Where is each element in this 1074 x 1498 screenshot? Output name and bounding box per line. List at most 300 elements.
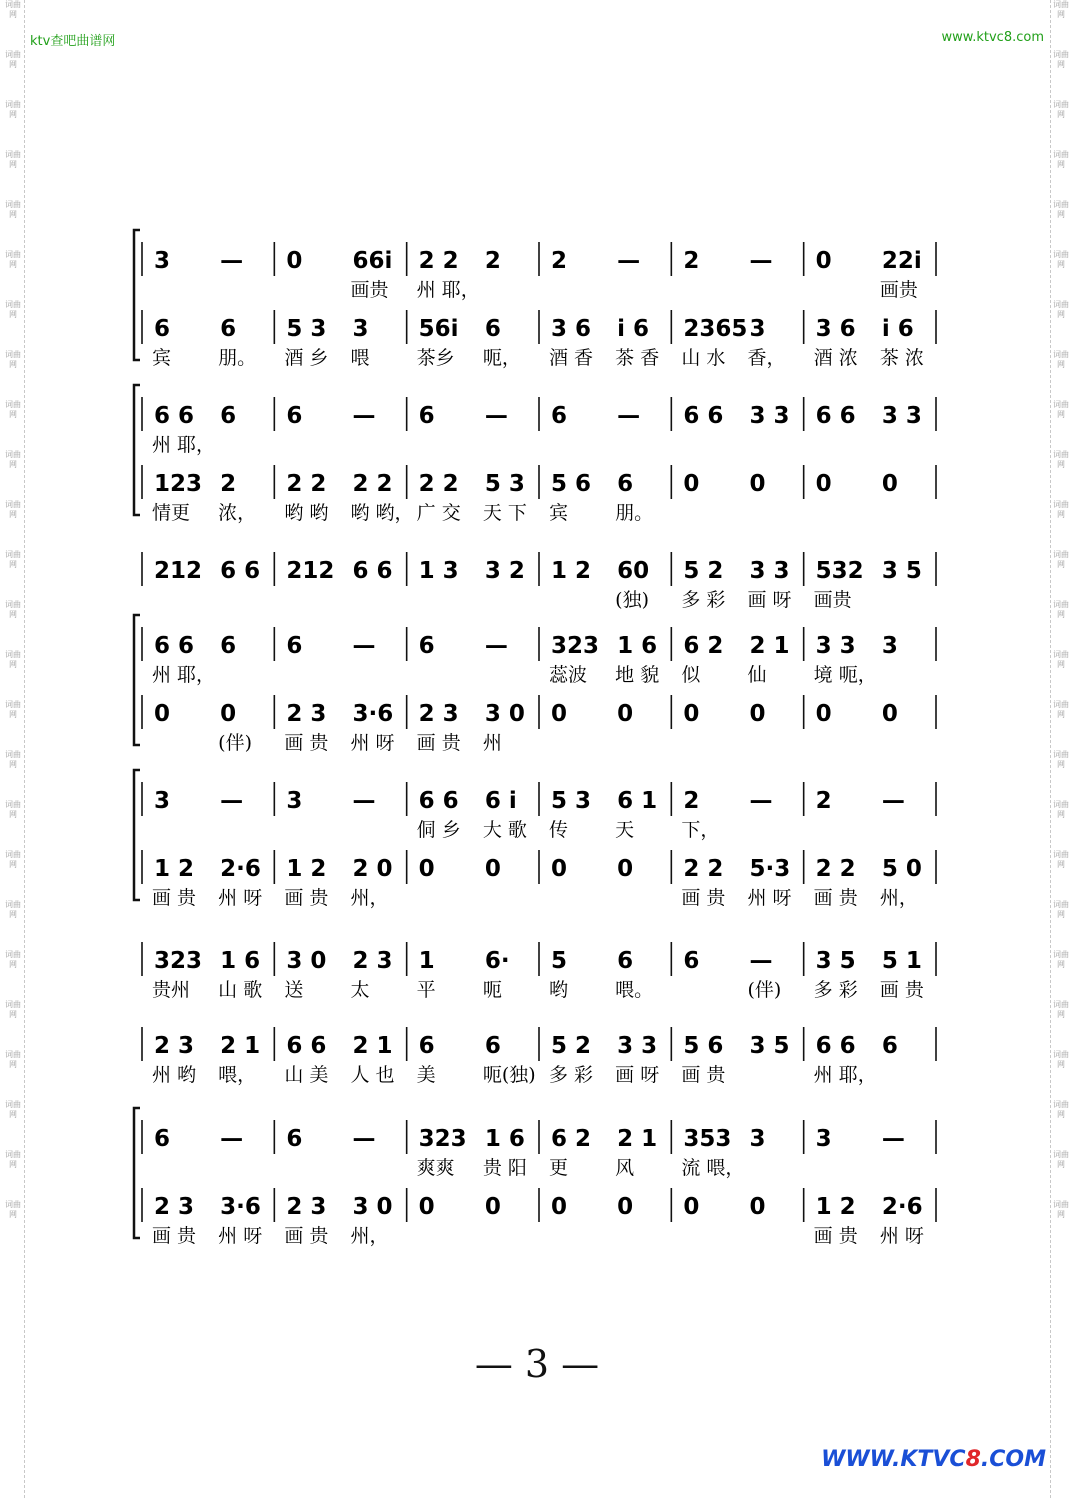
margin-watermark: 词曲网 (5, 950, 21, 969)
margin-watermark: 词曲网 (5, 400, 21, 419)
note-group: 1 6 (220, 948, 261, 974)
note-group: 3 (154, 248, 171, 274)
lyric-syllable: 天 下 (482, 502, 527, 524)
note-group: 5 2 (683, 558, 724, 584)
note-group: 3 (881, 633, 898, 659)
lyric-syllable: 太 (350, 979, 370, 1001)
note-group: 6 6 (683, 403, 724, 429)
margin-watermark: 词曲网 (5, 500, 21, 519)
note-group: 6 (154, 1126, 171, 1152)
lyric-syllable: 贵 阳 (482, 1157, 527, 1179)
note-group: — (220, 788, 244, 814)
lyric-syllable: 州 哟 (152, 1064, 197, 1086)
margin-watermark: 词曲网 (1053, 600, 1069, 619)
note-group: — (881, 1126, 905, 1152)
site-url-right: www.ktvc8.com (941, 30, 1044, 45)
note-group: 1 2 (551, 558, 592, 584)
note-group: 6 (286, 1126, 303, 1152)
margin-watermark: 词曲网 (1053, 400, 1069, 419)
note-group: 0 (484, 856, 501, 882)
lyric-syllable: (独) (615, 589, 649, 611)
margin-watermark: 词曲网 (1053, 800, 1069, 819)
lyric-syllable: 山 歌 (218, 979, 263, 1001)
note-group: 6 6 (418, 788, 459, 814)
note-group: — (220, 1126, 244, 1152)
note-group: 2 2 (418, 471, 459, 497)
score-system (142, 1027, 936, 1086)
lyric-syllable: 喂 (350, 347, 370, 369)
system-bracket (134, 770, 140, 900)
score-system (134, 385, 936, 524)
note-group: 6 (418, 1033, 435, 1059)
page-number: — 3 — (474, 1342, 600, 1386)
note-group: — (352, 633, 376, 659)
lyric-syllable: 朋。 (615, 502, 654, 524)
note-group: 6 (617, 948, 634, 974)
score-system (142, 942, 936, 1001)
note-group: 212 (286, 558, 335, 584)
note-group: 0 (749, 701, 766, 727)
margin-watermark: 词曲网 (5, 1000, 21, 1019)
margin-watermark: 词曲网 (1053, 700, 1069, 719)
lyric-syllable: 天 (615, 819, 635, 841)
note-group: 0 (220, 701, 237, 727)
note-group: 0 (286, 248, 303, 274)
note-group: 6 (418, 403, 435, 429)
note-group: 3 6 (815, 316, 856, 342)
lyric-syllable: 画 贵 (284, 887, 329, 909)
lyric-syllable: 州 呀 (218, 1225, 263, 1247)
note-group: 3 0 (484, 701, 525, 727)
lyric-syllable: 画 贵 (813, 1225, 858, 1247)
note-group: 2 (683, 788, 700, 814)
lyric-syllable: 传 (549, 819, 569, 841)
lyric-syllable: 州 呀 (218, 887, 263, 909)
note-group: 6 6 (286, 1033, 327, 1059)
note-group: 0 (881, 471, 898, 497)
system-bracket (134, 1108, 140, 1238)
note-group: 3 5 (749, 1033, 790, 1059)
note-group: 2 3 (352, 948, 393, 974)
lyric-syllable: 平 (416, 979, 436, 1001)
lyric-syllable: 画 贵 (416, 732, 461, 754)
note-group: 2 3 (286, 701, 327, 727)
note-group: 6 6 (815, 1033, 856, 1059)
note-group: 5 3 (484, 471, 525, 497)
score-system (134, 770, 936, 909)
footer-logo-part-b: 8 (965, 1447, 981, 1472)
lyric-syllable: 州 呀 (350, 732, 395, 754)
note-group: 0 (683, 471, 700, 497)
footer-logo (821, 1447, 1046, 1472)
lyric-syllable: 山 水 (681, 347, 726, 369)
note-group: 2·6 (220, 856, 261, 882)
note-group: 0 (617, 856, 634, 882)
footer-logo-part-a: WWW.KTVC (821, 1447, 966, 1472)
lyric-syllable: 哟 (549, 979, 569, 1001)
note-group: 6 (617, 471, 634, 497)
margin-watermark: 词曲网 (1053, 750, 1069, 769)
lyric-syllable: 送 (284, 979, 304, 1001)
lyric-syllable: 更 (549, 1157, 569, 1179)
note-group: 3 0 (286, 948, 327, 974)
note-group: 2 (683, 248, 700, 274)
margin-watermark: 词曲网 (1053, 950, 1069, 969)
lyric-syllable: 画 呀 (615, 1064, 660, 1086)
score-system (142, 552, 936, 611)
lyric-syllable: 喂， (218, 1064, 257, 1086)
margin-watermark: 词曲网 (1053, 200, 1069, 219)
note-group: 5 1 (881, 948, 922, 974)
note-group: 2 1 (352, 1033, 393, 1059)
lyric-syllable: 喂。 (615, 979, 654, 1001)
note-group: 353 (683, 1126, 732, 1152)
margin-watermark: 词曲网 (5, 650, 21, 669)
lyric-syllable: 画 呀 (747, 589, 792, 611)
note-group: 3 (749, 1126, 766, 1152)
note-group: 6 (551, 403, 568, 429)
margin-watermark: 词曲网 (5, 750, 21, 769)
margin-watermark: 词曲网 (5, 700, 21, 719)
margin-watermark: 词曲网 (1053, 1050, 1069, 1069)
margin-watermark: 词曲网 (1053, 1100, 1069, 1119)
lyric-syllable: 州 (482, 732, 502, 754)
margin-watermark: 词曲网 (5, 450, 21, 469)
lyric-syllable: 宾 (152, 347, 172, 369)
note-group: 3 (352, 316, 369, 342)
lyric-syllable: 酒 乡 (284, 347, 329, 369)
note-group: 323 (418, 1126, 467, 1152)
note-group: 2 0 (352, 856, 393, 882)
note-group: 212 (154, 558, 203, 584)
note-group: 0 (749, 471, 766, 497)
lyric-syllable: 州， (879, 887, 918, 909)
lyric-syllable: 多 彩 (549, 1064, 594, 1086)
margin-watermark: 词曲网 (1053, 900, 1069, 919)
note-group: 6· (484, 948, 510, 974)
score-system (134, 615, 936, 754)
note-group: 5 6 (683, 1033, 724, 1059)
note-group: 6 (154, 316, 171, 342)
margin-watermark: 词曲网 (1053, 550, 1069, 569)
note-group: — (749, 788, 773, 814)
lyric-syllable: 州 呀 (879, 1225, 924, 1247)
note-group: 2 (484, 248, 501, 274)
lyric-syllable: 画 贵 (681, 1064, 726, 1086)
note-group: 6 (683, 948, 700, 974)
note-group: 5 6 (551, 471, 592, 497)
system-bracket (134, 385, 140, 515)
note-group: 6 (286, 403, 303, 429)
note-group: i 6 (881, 316, 914, 342)
note-group: 5 0 (881, 856, 922, 882)
note-group: — (749, 248, 773, 274)
note-group: 0 (551, 856, 568, 882)
margin-watermark: 词曲网 (1053, 0, 1069, 19)
margin-watermark: 词曲网 (5, 550, 21, 569)
lyric-syllable: 画 贵 (681, 887, 726, 909)
margin-watermark: 词曲网 (1053, 150, 1069, 169)
note-group: 0 (418, 1194, 435, 1220)
note-group: 6 (220, 403, 237, 429)
lyric-syllable: 州 呀 (747, 887, 792, 909)
note-group: 0 (551, 701, 568, 727)
lyric-syllable: 爽爽 (416, 1157, 455, 1179)
lyric-syllable: 哟 哟， (350, 502, 414, 524)
note-group: — (617, 403, 641, 429)
note-group: 6 2 (683, 633, 724, 659)
note-group: 3 6 (551, 316, 592, 342)
note-group: — (617, 248, 641, 274)
lyric-syllable: 画贵 (350, 279, 389, 301)
lyric-syllable: 下， (681, 819, 720, 841)
note-group: 6 i (484, 788, 517, 814)
note-group: 0 (551, 1194, 568, 1220)
note-group: 6 6 (154, 633, 195, 659)
lyric-syllable: 画 贵 (284, 732, 329, 754)
lyric-syllable: 画贵 (813, 589, 852, 611)
note-group: 1 6 (484, 1126, 525, 1152)
margin-watermark: 词曲网 (5, 1150, 21, 1169)
note-group: 1 2 (815, 1194, 856, 1220)
lyric-syllable: 哟 哟 (284, 502, 329, 524)
note-group: 3 (749, 316, 766, 342)
note-group: 6 6 (815, 403, 856, 429)
note-group: 3 5 (815, 948, 856, 974)
lyric-syllable: 情更 (152, 502, 191, 524)
note-group: — (881, 788, 905, 814)
lyric-syllable: 山 美 (284, 1064, 329, 1086)
score-system (134, 1108, 936, 1247)
margin-watermark: 词曲网 (1053, 1000, 1069, 1019)
note-group: 0 (617, 701, 634, 727)
note-group: 66i (352, 248, 393, 274)
margin-watermark: 词曲网 (1053, 500, 1069, 519)
note-group: — (352, 788, 376, 814)
lyric-syllable: 蕊波 (549, 664, 588, 686)
margin-watermark: 词曲网 (1053, 50, 1069, 69)
note-group: 3 (286, 788, 303, 814)
note-group: 5 2 (551, 1033, 592, 1059)
note-group: 2 (815, 788, 832, 814)
note-group: 1 6 (617, 633, 658, 659)
margin-watermark: 词曲网 (5, 1100, 21, 1119)
note-group: 6 2 (551, 1126, 592, 1152)
note-group: 3 (154, 788, 171, 814)
margin-watermark: 词曲网 (5, 100, 21, 119)
lyric-syllable: 境 呃， (813, 664, 877, 686)
note-group: 5 3 (286, 316, 327, 342)
note-group: 2 2 (286, 471, 327, 497)
lyric-syllable: 州， (350, 887, 389, 909)
margin-watermark: 词曲网 (1053, 100, 1069, 119)
note-group: 2 (551, 248, 568, 274)
note-group: 1 3 (418, 558, 459, 584)
note-group: 2 1 (617, 1126, 658, 1152)
note-group: 0 (617, 1194, 634, 1220)
note-group: 5·3 (749, 856, 791, 882)
lyric-syllable: 侗 乡 (416, 819, 461, 841)
note-group: 3 (815, 1126, 832, 1152)
note-group: 2 3 (154, 1033, 195, 1059)
note-group: 6 (220, 316, 237, 342)
note-group: 60 (617, 558, 650, 584)
margin-watermark: 词曲网 (1053, 250, 1069, 269)
note-group: 0 (815, 248, 832, 274)
margin-watermark: 词曲网 (5, 250, 21, 269)
margin-watermark: 词曲网 (1053, 1200, 1069, 1219)
note-group: 2 2 (352, 471, 393, 497)
lyric-syllable: 州 耶， (152, 434, 216, 456)
site-name-left: ktv查吧曲谱网 (30, 34, 116, 49)
lyric-syllable: 宾 (549, 502, 569, 524)
note-group: 2 3 (286, 1194, 327, 1220)
lyric-syllable: 呃， (482, 347, 521, 369)
margin-watermark: 词曲网 (1053, 650, 1069, 669)
lyric-syllable: 画 贵 (284, 1225, 329, 1247)
note-group: — (484, 403, 508, 429)
note-group: 3·6 (220, 1194, 261, 1220)
note-group: 3·6 (352, 701, 394, 727)
note-group: 6 (220, 633, 237, 659)
margin-watermark: 词曲网 (5, 200, 21, 219)
margin-watermark: 词曲网 (5, 600, 21, 619)
margin-watermark: 词曲网 (1053, 450, 1069, 469)
note-group: 2 3 (418, 701, 459, 727)
note-group: — (352, 1126, 376, 1152)
lyric-syllable: 州， (350, 1225, 389, 1247)
note-group: 0 (683, 1194, 700, 1220)
lyric-syllable: 仙 (747, 664, 767, 686)
lyric-syllable: 多 彩 (813, 979, 858, 1001)
lyric-syllable: 酒 香 (549, 347, 594, 369)
margin-watermark: 词曲网 (5, 850, 21, 869)
note-group: 2 (220, 471, 237, 497)
note-group: 2·6 (881, 1194, 923, 1220)
margin-watermark: 词曲网 (1053, 350, 1069, 369)
note-group: 0 (154, 701, 171, 727)
note-group: 2 2 (418, 248, 459, 274)
note-group: 1 (418, 948, 435, 974)
note-group: 1 2 (154, 856, 195, 882)
margin-watermark: 词曲网 (5, 800, 21, 819)
margin-watermark: 词曲网 (1053, 1150, 1069, 1169)
note-group: 3 3 (749, 558, 790, 584)
margin-watermark: 词曲网 (5, 50, 21, 69)
note-group: 5 3 (551, 788, 592, 814)
note-group: 3 3 (749, 403, 790, 429)
margin-watermark: 词曲网 (1053, 850, 1069, 869)
lyric-syllable: 美 (416, 1064, 436, 1086)
margin-watermark: 词曲网 (5, 300, 21, 319)
lyric-syllable: 大 歌 (482, 819, 527, 841)
lyric-syllable: 香， (747, 347, 786, 369)
note-group: 6 (484, 1033, 501, 1059)
lyric-syllable: 画 贵 (813, 887, 858, 909)
lyric-syllable: 贵州 (152, 979, 191, 1001)
note-group: 3 3 (617, 1033, 658, 1059)
lyric-syllable: 州 耶， (152, 664, 216, 686)
margin-watermark: 词曲网 (5, 0, 21, 19)
lyric-syllable: 呃 (482, 979, 502, 1001)
margin-watermark: 词曲网 (5, 1200, 21, 1219)
note-group: 3 2 (484, 558, 525, 584)
note-group: 123 (154, 471, 203, 497)
note-group: 0 (683, 701, 700, 727)
note-group: 6 (881, 1033, 898, 1059)
lyric-syllable: 多 彩 (681, 589, 726, 611)
note-group: 6 6 (154, 403, 195, 429)
note-group: 3 3 (815, 633, 856, 659)
note-group: 6 6 (220, 558, 261, 584)
note-group: 0 (881, 701, 898, 727)
lyric-syllable: 画 贵 (879, 979, 924, 1001)
lyric-syllable: 画 贵 (152, 1225, 197, 1247)
lyric-syllable: 呃(独) (482, 1064, 536, 1086)
note-group: i 6 (617, 316, 650, 342)
lyric-syllable: 茶 香 (615, 347, 660, 369)
note-group: 5 (551, 948, 568, 974)
margin-watermark: 词曲网 (5, 350, 21, 369)
score-system (134, 230, 936, 369)
lyric-syllable: 浓， (218, 502, 257, 524)
lyric-syllable: 画 贵 (152, 887, 197, 909)
lyric-syllable: 州 耶， (813, 1064, 877, 1086)
lyric-syllable: (伴) (747, 979, 782, 1001)
note-group: 6 (484, 316, 501, 342)
note-group: 3 3 (881, 403, 922, 429)
note-group: 6 (418, 633, 435, 659)
note-group: 0 (418, 856, 435, 882)
note-group: 0 (815, 701, 832, 727)
note-group: 2365 (683, 316, 748, 342)
lyric-syllable: 广 交 (416, 502, 461, 524)
note-group: 6 1 (617, 788, 658, 814)
margin-watermark: 词曲网 (1053, 300, 1069, 319)
note-group: — (352, 403, 376, 429)
lyric-syllable: 茶 浓 (879, 347, 924, 369)
note-group: 2 3 (154, 1194, 195, 1220)
note-group: 0 (815, 471, 832, 497)
note-group: 56i (418, 316, 459, 342)
note-group: — (220, 248, 244, 274)
lyric-syllable: 流 喂， (681, 1157, 745, 1179)
note-group: 2 1 (749, 633, 790, 659)
note-group: 2 2 (683, 856, 724, 882)
note-group: 3 5 (881, 558, 922, 584)
footer-logo-part-c: .COM (980, 1447, 1046, 1472)
note-group: 22i (881, 248, 922, 274)
lyric-syllable: 茶乡 (416, 347, 455, 369)
lyric-syllable: 似 (681, 664, 701, 686)
lyric-syllable: 画贵 (879, 279, 918, 301)
lyric-syllable: 人 也 (350, 1064, 395, 1086)
note-group: 6 (286, 633, 303, 659)
note-group: 532 (815, 558, 864, 584)
margin-watermark: 词曲网 (5, 150, 21, 169)
lyric-syllable: (伴) (218, 732, 252, 754)
note-group: — (484, 633, 508, 659)
lyric-syllable: 风 (615, 1157, 635, 1179)
note-group: 2 2 (815, 856, 856, 882)
system-bracket (134, 230, 140, 360)
lyric-syllable: 酒 浓 (813, 347, 858, 369)
lyric-syllable: 朋。 (218, 347, 257, 369)
system-bracket (134, 615, 140, 745)
margin-watermark: 词曲网 (5, 900, 21, 919)
note-group: 1 2 (286, 856, 327, 882)
lyric-syllable: 地 貌 (615, 664, 660, 686)
